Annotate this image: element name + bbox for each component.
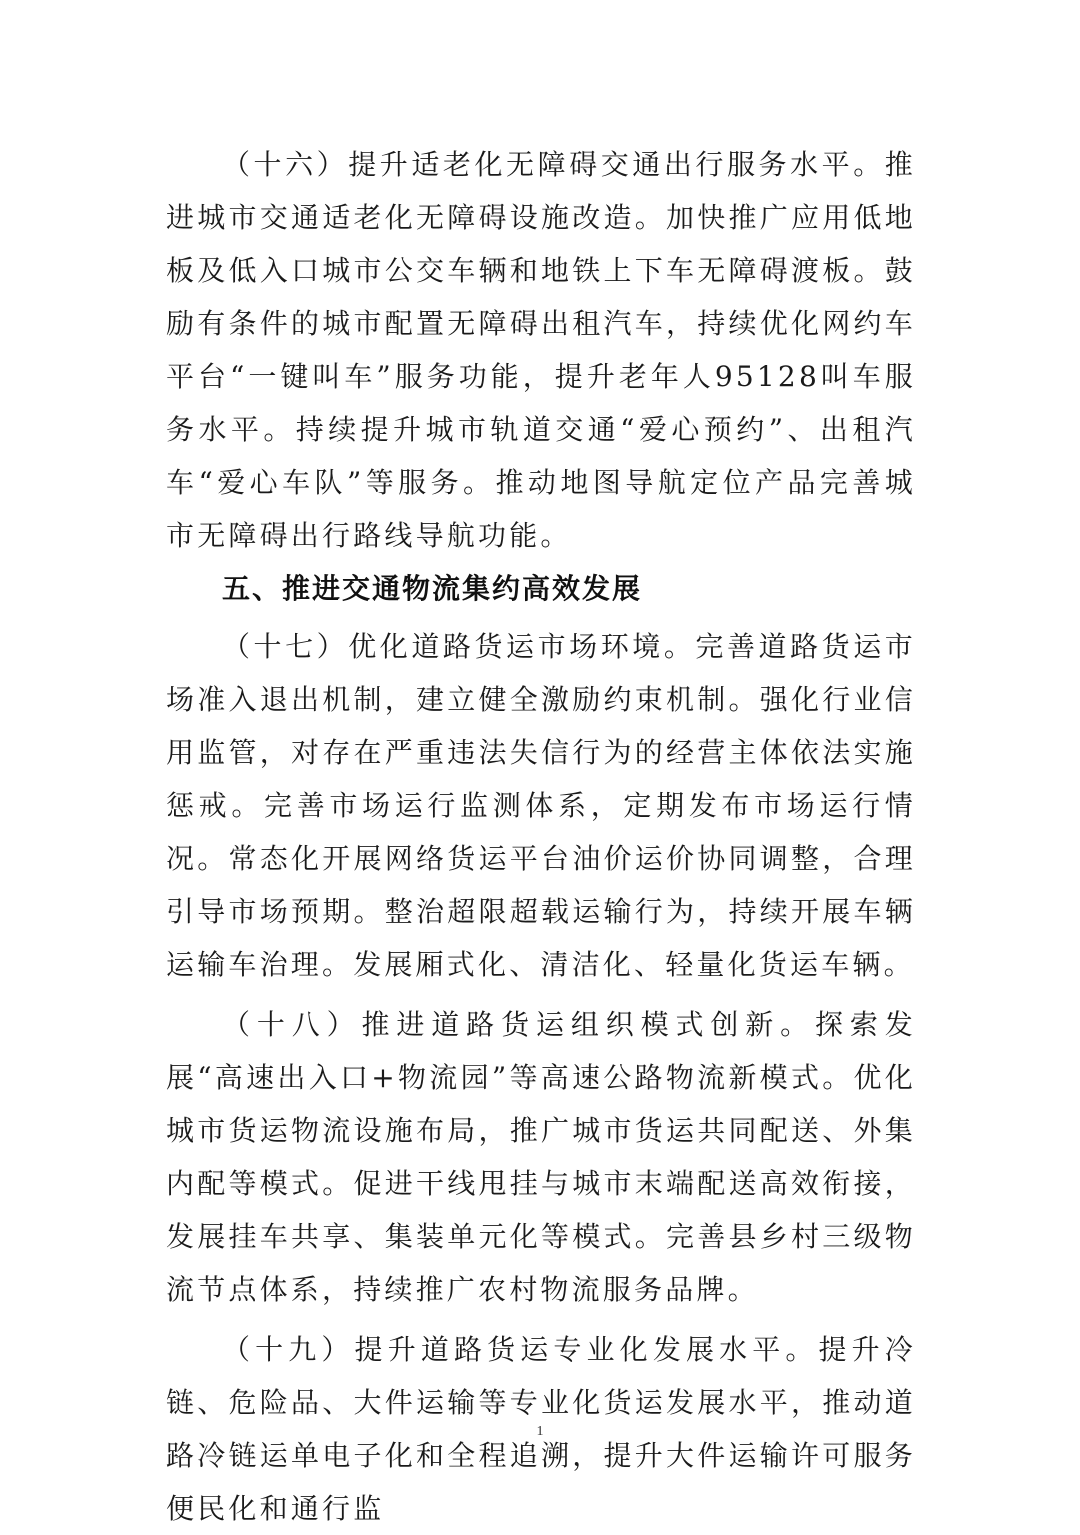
paragraph-19: （十九）提升道路货运专业化发展水平。提升冷链、危险品、大件运输等专业化货运发展水平，推动道路冷链运单电子化和全程追溯，提升大件运输许可服务便民化和通行监 bbox=[166, 1333, 916, 1525]
paragraph-18: （十八）推进道路货运组织模式创新。探索发展“高速出入口+物流园”等高速公路物流新模式。优化城市货运物流设施布局，推广城市货运共同配送、外集内配等模式。促进干线甩挂与城市末端配送高效衔接，发展挂车共享、集装单元化等模式。完善县乡村三级物流节点体系，持续推广农村物流服务品牌。 bbox=[166, 1008, 916, 1306]
document-body bbox=[166, 138, 916, 1535]
page-number: 1 bbox=[536, 1424, 544, 1439]
section-heading: 五、推进交通物流集约高效发展 bbox=[222, 572, 643, 605]
paragraph-16: （十六）提升适老化无障碍交通出行服务水平。推进城市交通适老化无障碍设施改造。加快推广应用低地板及低入口城市公交车辆和地铁上下车无障碍渡板。鼓励有条件的城市配置无障碍出租汽车，持续优化网约车平台“一键叫车”服务功能，提升老年人95128叫车服务水平。持续提升城市轨道交通“爱心预约”、出租汽车“爱心车队”等服务。推动地图导航定位产品完善城市无障碍出行路线导航功能。 bbox=[166, 148, 916, 552]
paragraph-17: （十七）优化道路货运市场环境。完善道路货运市场准入退出机制，建立健全激励约束机制。强化行业信用监管，对存在严重违法失信行为的经营主体依法实施惩戒。完善市场运行监测体系，定期发布市场运行情况。常态化开展网络货运平台油价运价协同调整，合理引导市场预期。整治超限超载运输行为，持续开展车辆运输车治理。发展厢式化、清洁化、轻量化货运车辆。 bbox=[166, 630, 916, 981]
